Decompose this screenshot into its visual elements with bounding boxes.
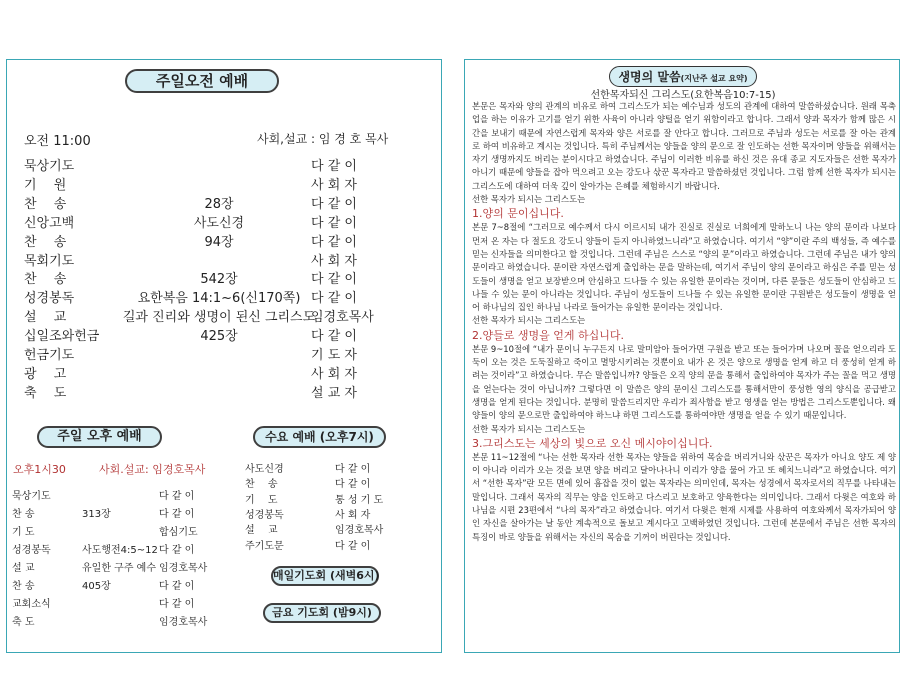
morning-person: 사 회 자 bbox=[311, 177, 357, 193]
morning-item: 설 교 bbox=[24, 310, 67, 326]
afternoon-detail: 유일한 구주 예수 bbox=[82, 563, 156, 574]
afternoon-person: 다 같 이 bbox=[159, 509, 195, 520]
sermon-point-heading: 1.양의 문이십니다. bbox=[472, 207, 564, 221]
afternoon-item: 찬 송 bbox=[12, 509, 35, 520]
afternoon-person: 다 같 이 bbox=[159, 581, 195, 592]
afternoon-item: 묵상기도 bbox=[12, 491, 51, 502]
sermon-title-note: (지난주 설교 요약) bbox=[680, 74, 748, 83]
morning-time: 오전 11:00 bbox=[24, 134, 91, 149]
morning-item: 광 고 bbox=[24, 366, 67, 382]
morning-detail: 94장 bbox=[204, 234, 234, 250]
morning-item: 십일조와헌금 bbox=[24, 329, 100, 345]
daily-prayer-badge: 매일기도회 (새벽6시) bbox=[271, 566, 379, 586]
morning-person: 다 같 이 bbox=[311, 272, 357, 288]
afternoon-service-title: 주일 오후 예배 bbox=[37, 426, 162, 448]
morning-person: 다 같 이 bbox=[311, 291, 357, 307]
morning-person: 설 교 자 bbox=[311, 385, 357, 401]
wednesday-item: 사도신경 bbox=[245, 464, 284, 475]
morning-person: 다 같 이 bbox=[311, 159, 357, 174]
afternoon-item: 축 도 bbox=[12, 617, 35, 628]
morning-person: 사 회 자 bbox=[311, 366, 357, 382]
sermon-paragraph: 본문 11~12절에 “나는 선한 목자라 선한 목자는 양들을 위하여 목숨을 버리거니와 삯꾼은 목자가 아니요 양도 제 양이 아니라 이리가 오는 것을 보면 양을 버리고 달아나나니 이리가 양을 물어 가고 또 헤치느니라”고 하였습니다. 여기서 “선한 목자”란 모든 면에 있어 흠잡을 것이 없는 목자라는 의미인데, 목자는 성경에서 목자로서의 직무를 나타내는 말입니다. 그래서 목자의 직무는 양을 인도하고 다스리고 보호하고 양육한다는 의미입니다. 그래서 다윗은 여호와 하나님을 시편 23편에서 “나의 목자”라고 하였습니다. 여기서 다윗은 현재 시제를 사용하여 여호와께서 목자가되어 양인 자신을 살아가는 날 동안 계속적으로 돌보고 계시다고 고백하였던 것입니다. 그런데 본문에서 주님은 선한 목자의 특징이 바로 양들을 위해서는 자신의 목숨을 기꺼이 버린다는 것입니다. bbox=[472, 451, 896, 542]
sermon-paragraph: 본문 7~8절에 “그러므로 예수께서 다시 이르시되 내가 진실로 진실로 너희에게 말하노니 나는 양의 문이라 나보다 먼저 온 자는 다 절도요 강도니 양들이 듣지 아니하였느니라”고 하였습니다. 여기서 “양”이란 주의 백성들, 즉 예수를 믿는 신자들을 의미한다고 할 것입니다. 그런데 주님은 스스로 “양의 문”이라고 하였습니다. 그런데 주님은 내가 양의 문이라고 하였습니다. 문이란 자연스럽게 출입하는 문을 말하는데, 여기서 주님이 양의 문이라고 하심은 주를 믿는 성도들이 생명을 얻고 보장받으며 안심하고 드나들 수 있는 유일한 문이라는 것이며, 다른 문들은 성도들이 안심하고 드나들 수 있는 문이 아니라는 것입니다. 주님이 성도들이 드나들 수 있는 유일한 문이란 구원받은 성도들이 생명을 얻어 하나님의 집인 하나님 나라로 들어가는 유일한 문이라는 것입니다. bbox=[472, 222, 896, 313]
afternoon-leader: 사회.설교: 임경호목사 bbox=[99, 463, 206, 476]
sermon-paragraph: 본문은 목자와 양의 관계의 비유로 하여 그리스도가 되는 예수님과 성도의 관계에 대하여 말씀하셨습니다. 원래 목축업을 하는 이유가 고기를 얻기 위한 사육이 아니라 양털을 얻기 위함이라고 합니다. 그래서 양과 목자가 함께 많은 시간을 보내기 때문에 자연스럽게 목자와 양은 서로를 잘 안다고 합니다. 그러므로 주님과 성도는 서로를 잘 아는 관계로 하여 비유하고 계시는 것입니다. 특히 주님께서는 양들을 양의 문으로 잘 인도하는 선한 목자이며 양들을 위해서는 자기 생명까지도 버리는 분이시다고 하였습니다. 주님이 이러한 비유를 하신 것은 유대 종교 지도자들은 선한 목자가 아니기 때문에 양들을 잡아 먹으려고 오는 강도나 삯꾼 목자라고 말씀하셨던 것입니다. 그럼 함께 선한 목자가 되시는 그리스도에 대하여 더욱 깊이 알아가는 은혜를 체험하시기 바랍니다. bbox=[472, 101, 896, 191]
afternoon-item: 성경봉독 bbox=[12, 545, 51, 556]
morning-detail: 사도신경 bbox=[193, 215, 245, 231]
wednesday-person: 다 같 이 bbox=[335, 479, 371, 491]
morning-item: 신앙고백 bbox=[24, 215, 75, 231]
afternoon-item: 기 도 bbox=[12, 527, 35, 538]
sermon-paragraph: 선한 목자가 되시는 그리스도는 bbox=[472, 315, 586, 326]
morning-person: 임경호목사 bbox=[311, 310, 374, 326]
sermon-paragraph: 선한 목자가 되시는 그리스도는 bbox=[472, 423, 586, 434]
wednesday-item: 설 교 bbox=[245, 525, 278, 537]
sermon-paragraph: 본문 9~10절에 “내가 문이니 누구든지 나로 말미암아 들어가면 구원을 받고 또는 들어가며 나오며 꼴을 얻으리라 도둑이 오는 것은 도둑질하고 죽이고 멸망시키려는 것뿐이요 내가 온 것은 양으로 생명을 얻게 하고 더 풍성히 얻게 하려는 것이라”고 하였습니다. 무슨 말씀입니까? 양들은 오직 양의 문을 통해서 출입하여야 목자가 주는 꼴을 먹고 생명을 얻는다는 것이 아닙니까? 그렇다면 이 말씀은 양의 문이신 그리스도를 통해서만이 풍성한 영의 양식을 공급받고 생명을 얻게 된다는 것입니다. 분명히 말씀드리지만 우리가 죄사함을 받고 영생을 얻는 방법은 그리스도뿐입니다. 왜 양들이 양의 문으로만 출입하여야 하느냐 하면 그리스도를 통하여야만 생명을 얻을 수 있기 때문입니다. bbox=[472, 343, 896, 421]
wednesday-person: 임경호목사 bbox=[335, 525, 384, 537]
morning-item: 찬 송 bbox=[24, 234, 67, 250]
morning-person: 다 같 이 bbox=[311, 196, 357, 212]
order-of-service-panel bbox=[6, 59, 442, 653]
morning-item: 찬 송 bbox=[24, 272, 67, 288]
wednesday-service-title: 수요 예배 (오후7시) bbox=[253, 426, 386, 448]
morning-person: 다 같 이 bbox=[311, 234, 357, 250]
morning-item: 축 도 bbox=[24, 385, 67, 401]
morning-item: 묵상기도 bbox=[24, 159, 75, 174]
morning-item: 헌금기도 bbox=[24, 348, 75, 363]
sermon-heading bbox=[465, 66, 900, 87]
friday-prayer-badge: 금요 기도회 (밤9시) bbox=[263, 603, 381, 623]
morning-detail: 425장 bbox=[200, 329, 238, 345]
afternoon-detail: 405장 bbox=[82, 581, 111, 592]
morning-person: 다 같 이 bbox=[311, 215, 357, 231]
morning-item: 기 원 bbox=[24, 177, 67, 193]
morning-person: 다 같 이 bbox=[311, 329, 357, 345]
morning-person: 사 회 자 bbox=[311, 253, 357, 269]
morning-item: 목회기도 bbox=[24, 253, 75, 269]
wednesday-item: 찬 송 bbox=[245, 479, 278, 491]
wednesday-item: 성경봉독 bbox=[245, 509, 284, 521]
morning-person: 기 도 자 bbox=[311, 348, 357, 363]
afternoon-time: 오후1시30 bbox=[13, 463, 66, 476]
afternoon-detail: 사도행전4:5~12 bbox=[82, 545, 158, 556]
morning-leader: 사회,설교 : 임 경 호 목사 bbox=[257, 132, 389, 146]
afternoon-person: 다 같 이 bbox=[159, 599, 195, 610]
afternoon-person: 다 같 이 bbox=[159, 545, 195, 556]
afternoon-item: 교회소식 bbox=[12, 599, 51, 610]
wednesday-person: 통 성 기 도 bbox=[335, 494, 384, 506]
afternoon-person: 임경호목사 bbox=[159, 563, 208, 574]
morning-detail: 길과 진리와 생명이 된신 그리스도 bbox=[122, 310, 316, 326]
sermon-body bbox=[472, 100, 896, 544]
sermon-subtitle: 선한목자되신 그리스도(요한복음10:7-15) bbox=[590, 90, 776, 101]
sermon-point-heading: 2.양들로 생명을 얻게 하십니다. bbox=[472, 328, 624, 342]
afternoon-person: 합심기도 bbox=[159, 527, 198, 538]
morning-item: 찬 송 bbox=[24, 196, 67, 212]
wednesday-person: 다 같 이 bbox=[335, 540, 371, 552]
morning-detail: 요한복음 14:1~6(신170쪽) bbox=[137, 291, 301, 307]
morning-service-title: 주일오전 예배 bbox=[125, 69, 279, 93]
wednesday-item: 기 도 bbox=[245, 494, 278, 506]
afternoon-item: 설 교 bbox=[12, 563, 35, 574]
morning-item: 성경봉독 bbox=[24, 291, 75, 307]
wednesday-person: 사 회 자 bbox=[335, 509, 371, 521]
wednesday-item: 주기도문 bbox=[245, 540, 284, 552]
sermon-point-heading: 3.그리스도는 세상의 빛으로 오신 메시야이십니다. bbox=[472, 436, 713, 450]
morning-detail: 542장 bbox=[200, 272, 238, 288]
morning-detail: 28장 bbox=[204, 196, 234, 212]
sermon-title: 생명의 말씀 bbox=[618, 70, 681, 84]
sermon-panel bbox=[464, 59, 900, 653]
afternoon-person: 다 같 이 bbox=[159, 491, 195, 502]
afternoon-item: 찬 송 bbox=[12, 581, 35, 592]
afternoon-detail: 313장 bbox=[82, 509, 111, 520]
wednesday-person: 다 같 이 bbox=[335, 464, 371, 475]
afternoon-person: 임경호목사 bbox=[159, 617, 208, 628]
sermon-paragraph: 선한 목자가 되시는 그리스도는 bbox=[472, 194, 586, 205]
